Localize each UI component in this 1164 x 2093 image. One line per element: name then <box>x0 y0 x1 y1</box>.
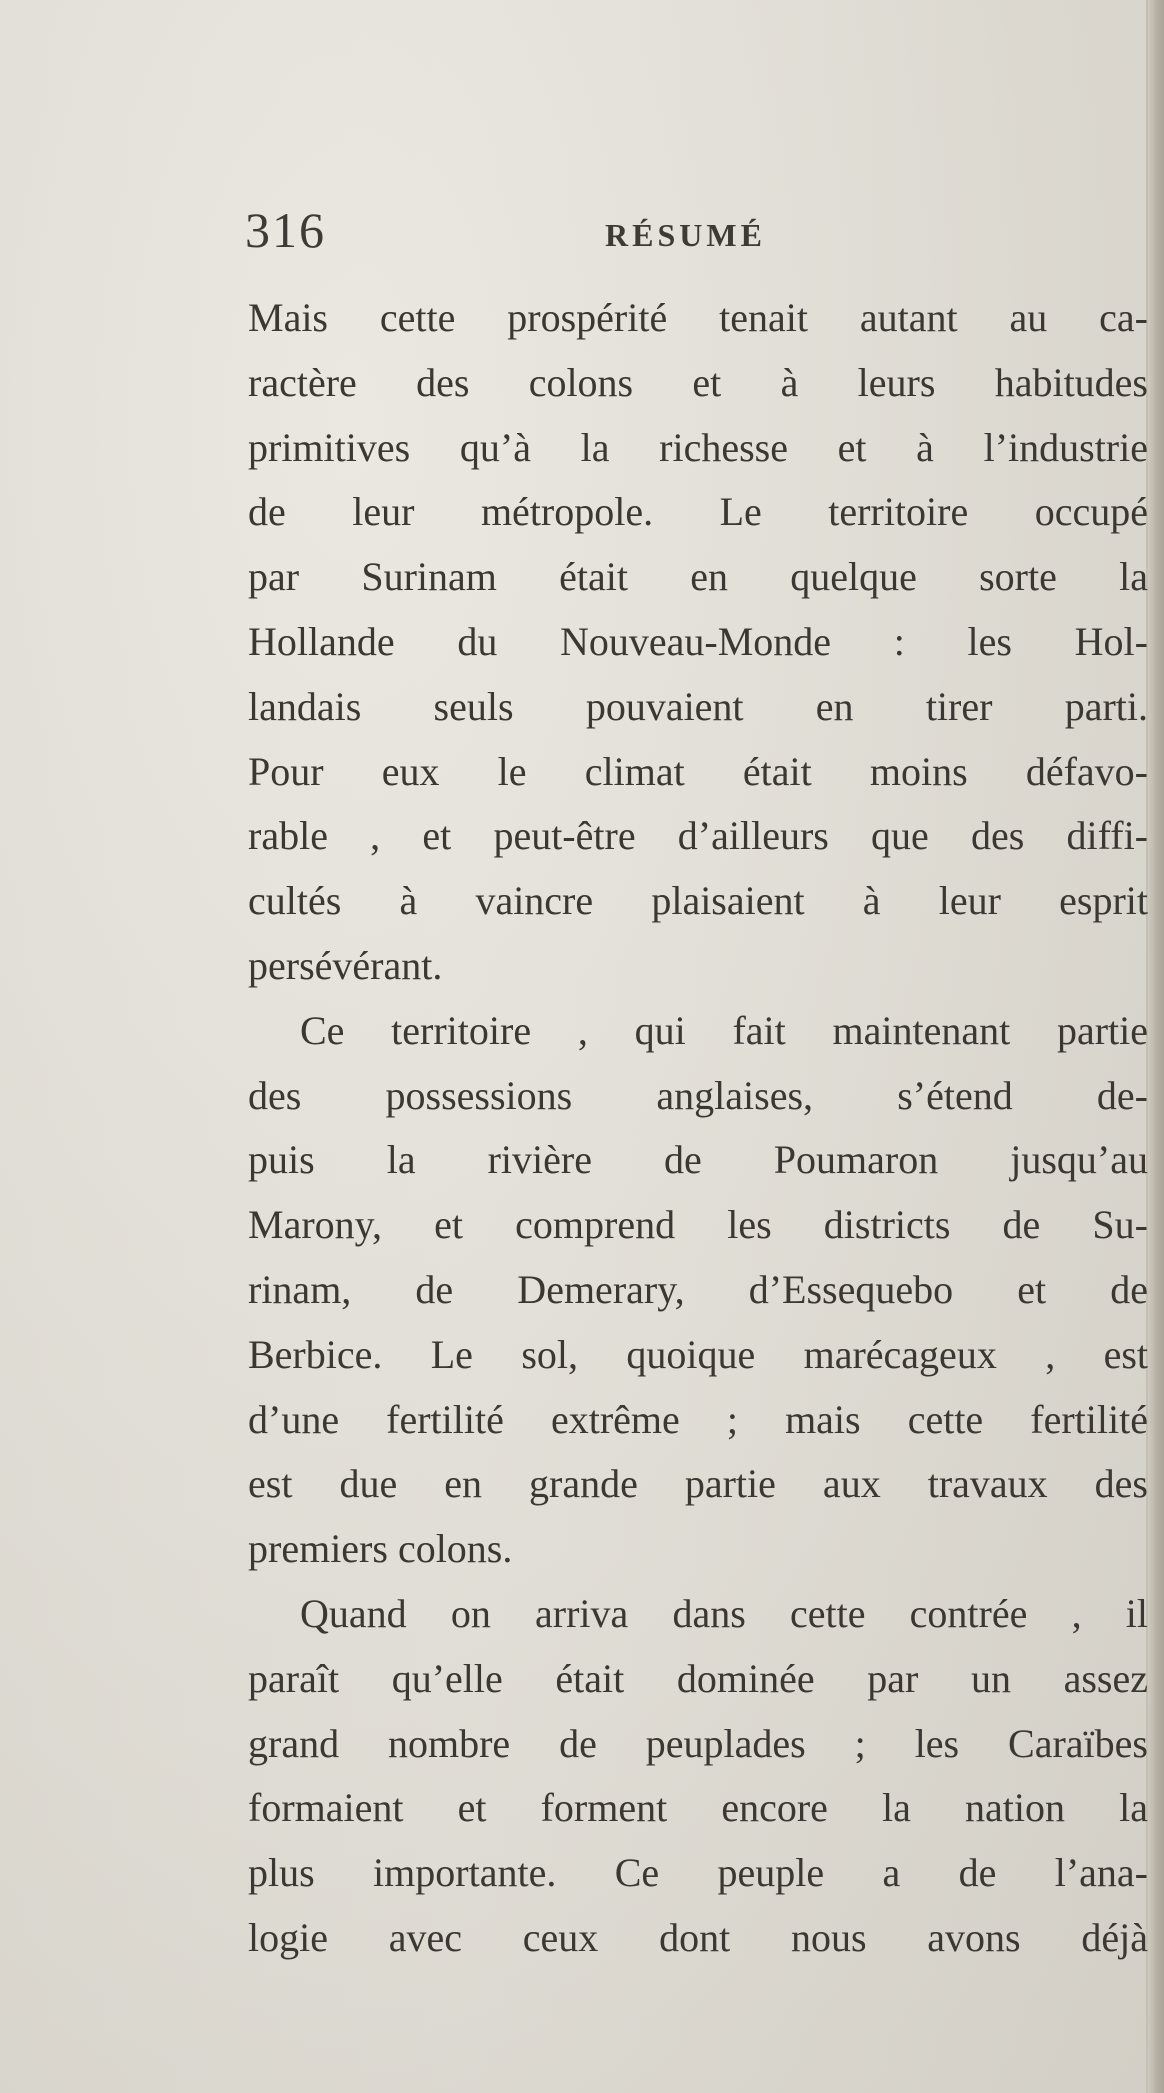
text-line: formaient et forment encore la nation la <box>248 1785 1148 1831</box>
text-line: puis la rivière de Poumaron jusqu’au <box>248 1137 1148 1183</box>
text-line: grand nombre de peuplades ; les Caraïbes <box>248 1720 1148 1766</box>
page-header <box>245 202 1125 265</box>
text-line: Pour eux le climat était moins défavo- <box>248 748 1148 794</box>
text-line: rable , et peut-être d’ailleurs que des diffi- <box>248 813 1148 859</box>
text-line: landais seuls pouvaient en tirer parti. <box>248 683 1148 729</box>
text-line: d’une fertilité extrême ; mais cette fertilité <box>248 1396 1148 1442</box>
text-line: primitives qu’à la richesse et à l’industrie <box>248 424 1148 470</box>
text-line: rinam, de Demerary, d’Essequebo et de <box>248 1266 1148 1312</box>
text-line: premiers colons. <box>248 1526 513 1572</box>
text-line: par Surinam était en quelque sorte la <box>248 554 1148 600</box>
text-line: logie avec ceux dont nous avons déjà <box>248 1914 1148 1960</box>
text-line: ractère des colons et à leurs habitudes <box>248 359 1148 405</box>
text-line: de leur métropole. Le territoire occupé <box>248 489 1148 535</box>
text-line: Ce territoire , qui fait maintenant partie <box>300 1007 1148 1053</box>
text-line: Marony, et comprend les districts de Su- <box>248 1202 1148 1248</box>
text-line: Mais cette prospérité tenait autant au ca- <box>248 295 1148 340</box>
text-line: Hollande du Nouveau-Monde : les Hol- <box>248 618 1148 664</box>
text-line: persévérant. <box>248 942 443 988</box>
text-line: Quand on arriva dans cette contrée , il <box>300 1590 1148 1636</box>
text-line: est due en grande partie aux travaux des <box>248 1461 1148 1507</box>
text-line: Berbice. Le sol, quoique marécageux , est <box>248 1331 1148 1377</box>
text-line: cultés à vaincre plaisaient à leur esprit <box>248 878 1148 924</box>
text-line: paraît qu’elle était dominée par un assez <box>248 1655 1148 1701</box>
text-line: plus importante. Ce peuple a de l’ana- <box>248 1850 1148 1896</box>
page-number: 316 <box>245 202 326 258</box>
text-line: des possessions anglaises, s’étend de- <box>248 1072 1148 1118</box>
body-text <box>248 286 1156 1971</box>
running-title: RÉSUMÉ <box>605 217 766 253</box>
